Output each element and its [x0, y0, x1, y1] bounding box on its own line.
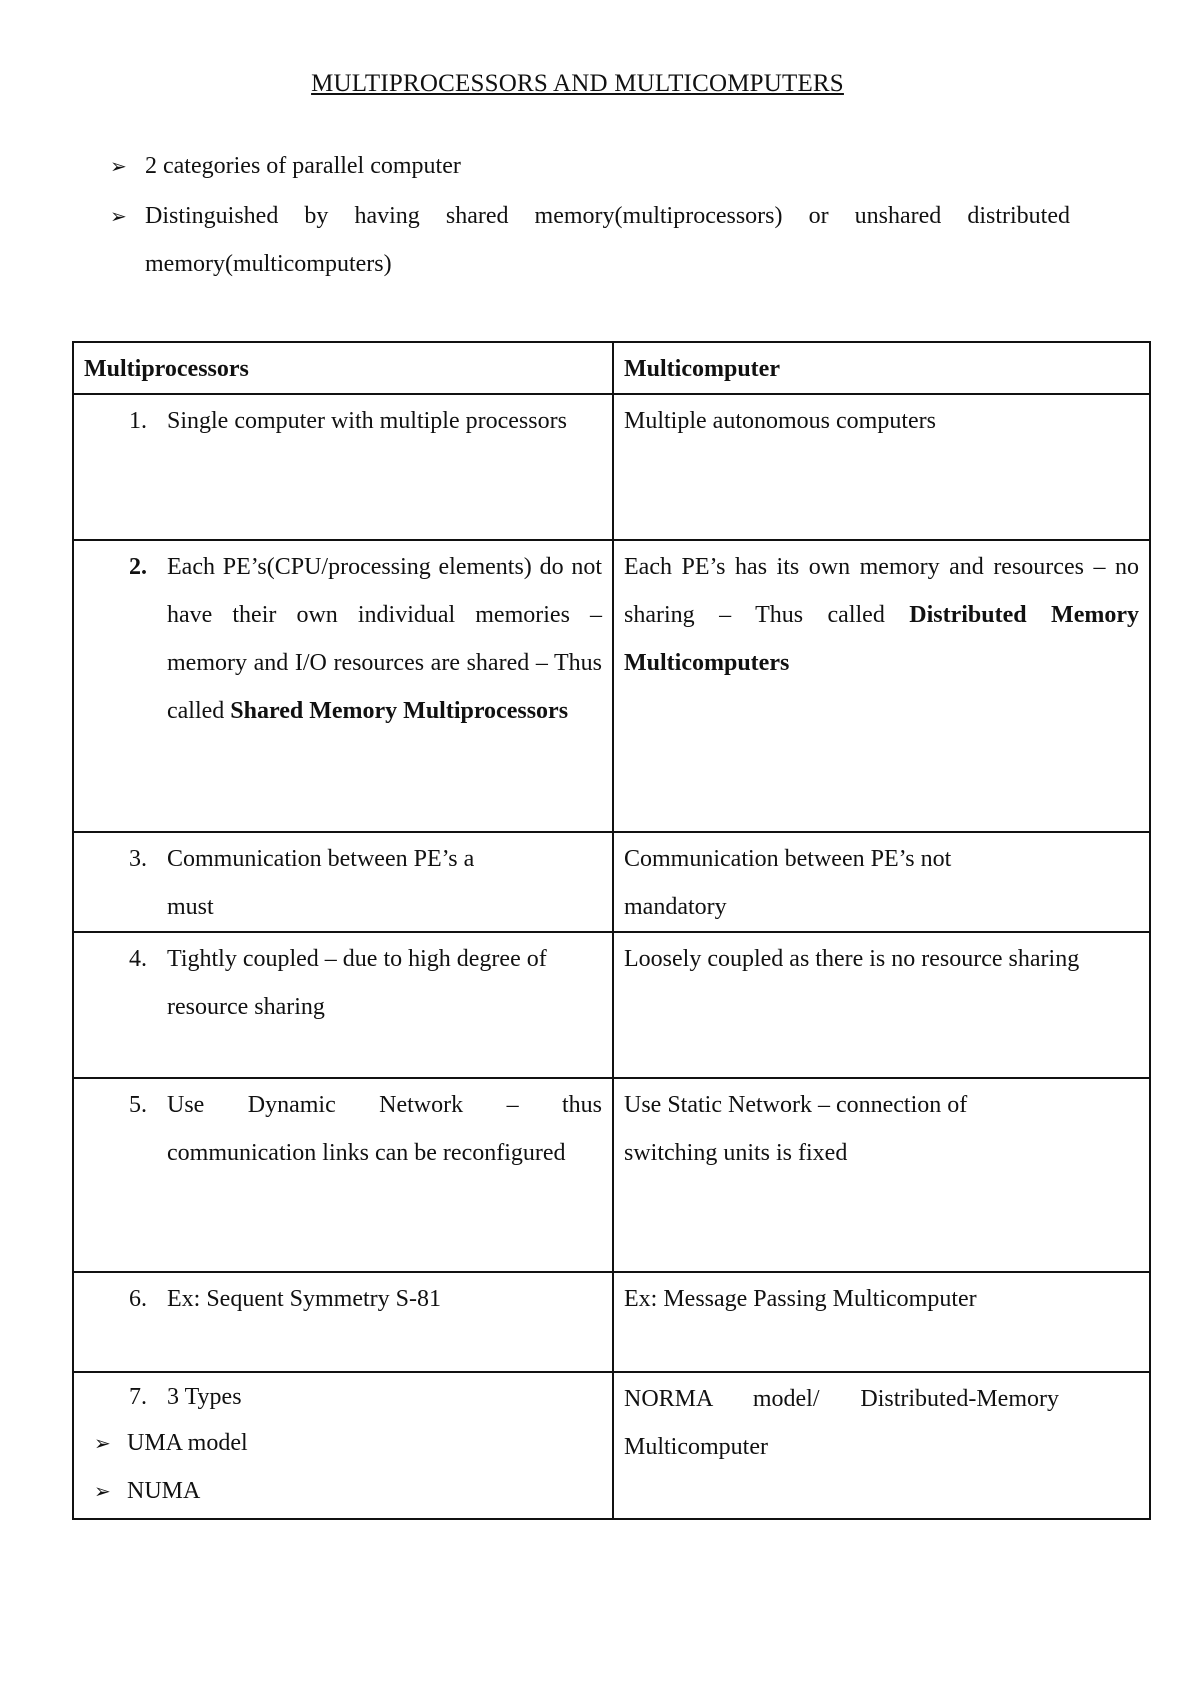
- table-row: [73, 832, 1150, 932]
- header-multicomputer: Multicomputer: [613, 342, 1150, 394]
- multicomputer-cell: [613, 832, 1150, 932]
- multicomputer-cell: [613, 1372, 1150, 1519]
- multicomputer-cell: [613, 1272, 1150, 1372]
- sub-list-item: [84, 1467, 602, 1515]
- item-number: 6.: [129, 1286, 147, 1312]
- bullet-item: [110, 142, 1070, 190]
- multicomputer-cell: [613, 540, 1150, 832]
- multiprocessor-cell: [73, 1272, 613, 1372]
- arrow-bullet-icon: ➢: [110, 204, 127, 228]
- item-text: Loosely coupled as there is no resource sharing: [624, 946, 1080, 972]
- multicomputer-cell: [613, 394, 1150, 540]
- item-text: Each PE’s has its own memory and resources – no sharing – Thus called: [624, 554, 1139, 628]
- multiprocessor-cell: [73, 394, 613, 540]
- numbered-item: [84, 1275, 602, 1323]
- arrow-bullet-icon: ➢: [94, 1479, 111, 1503]
- item-text: Ex: Message Passing Multicomputer: [624, 1286, 977, 1312]
- header-multiprocessors: Multiprocessors: [73, 342, 613, 394]
- item-text: Tightly coupled – due to high degree of resource sharing: [167, 946, 547, 1020]
- sub-list-item: [84, 1419, 602, 1467]
- item-text-block: [624, 543, 1139, 687]
- item-number: 5.: [129, 1092, 147, 1118]
- numbered-item: [84, 835, 602, 931]
- item-text: Multiple autonomous computers: [624, 408, 936, 434]
- multiprocessor-cell: [73, 540, 613, 832]
- numbered-item: [84, 935, 602, 1031]
- item-text: Single computer with multiple processors: [167, 408, 567, 434]
- item-text: Each PE’s(CPU/processing elements) do not have their own individual memories – memory and I/O resources are shared – Thus called: [167, 554, 602, 724]
- arrow-bullet-icon: ➢: [110, 154, 127, 178]
- item-text: NORMA model/ Distributed-Memory Multicomputer: [624, 1386, 1059, 1460]
- table-row: [73, 932, 1150, 1078]
- numbered-item: [84, 397, 602, 445]
- multiprocessor-cell: [73, 932, 613, 1078]
- item-number: 4.: [129, 946, 147, 972]
- multicomputer-cell: [613, 1078, 1150, 1272]
- table-row: [73, 1372, 1150, 1519]
- numbered-item: [84, 1081, 602, 1177]
- item-bold-term: Distributed Memory Multicomputers: [624, 602, 1139, 676]
- item-number: 7.: [129, 1384, 147, 1410]
- page-title: MULTIPROCESSORS AND MULTICOMPUTERS: [311, 70, 844, 97]
- multiprocessor-cell: [73, 1372, 613, 1519]
- item-number: 3.: [129, 846, 147, 872]
- table-row: [73, 540, 1150, 832]
- item-text: Communication between PE’s a must: [167, 846, 475, 920]
- arrow-bullet-icon: ➢: [94, 1431, 111, 1455]
- bullet-item: [110, 192, 1070, 288]
- item-number: 2.: [129, 554, 147, 580]
- bullet-text: 2 categories of parallel computer: [145, 153, 461, 179]
- item-text: Communication between PE’s not mandatory: [624, 846, 952, 920]
- sub-item-text: UMA model: [127, 1430, 248, 1456]
- item-text: Ex: Sequent Symmetry S-81: [167, 1286, 441, 1312]
- item-bold-term: Shared Memory Multiprocessors: [230, 698, 569, 724]
- table-row: [73, 394, 1150, 540]
- intro-bullet-list: [110, 142, 1070, 288]
- item-text: Use Dynamic Network – thus communication links can be reconfigured: [167, 1092, 602, 1166]
- table-row: [73, 1078, 1150, 1272]
- table-row: [73, 1272, 1150, 1372]
- comparison-table: [72, 341, 1151, 1520]
- numbered-item: [84, 1375, 602, 1419]
- numbered-item: [84, 543, 602, 735]
- table-header-row: [73, 342, 1150, 394]
- sub-item-text: NUMA: [127, 1478, 201, 1504]
- multicomputer-cell: [613, 932, 1150, 1078]
- item-number: 1.: [129, 408, 147, 434]
- multiprocessor-cell: [73, 1078, 613, 1272]
- item-text: 3 Types: [167, 1384, 242, 1410]
- bullet-text: Distinguished by having shared memory(multiprocessors) or unshared distributed memory(multicomputers): [145, 203, 1070, 277]
- item-text: Use Static Network – connection of switching units is fixed: [624, 1092, 968, 1166]
- multiprocessor-cell: [73, 832, 613, 932]
